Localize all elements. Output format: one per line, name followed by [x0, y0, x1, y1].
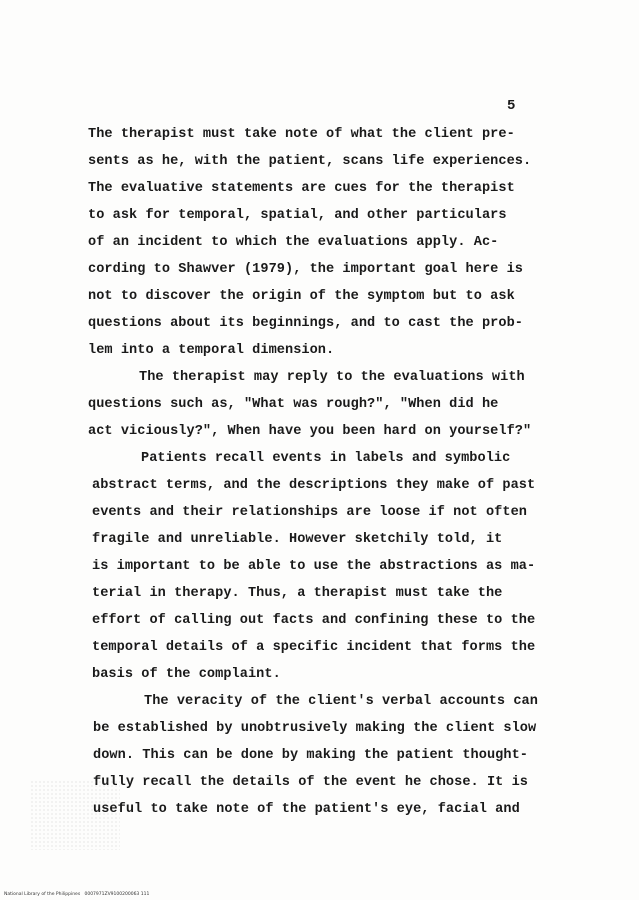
text-line: terial in therapy. Thus, a therapist must take the [92, 586, 503, 601]
text-line: fragile and unreliable. However sketchily told, it [92, 532, 503, 547]
page-number: 5 [507, 98, 516, 114]
scan-footer: National Library of the Philippines 0007971ZV9100200063 111 [4, 892, 150, 897]
text-line: effort of calling out facts and confining these to the [92, 613, 536, 628]
text-line: act viciously?", When have you been hard on yourself?" [88, 424, 532, 439]
text-line: fully recall the details of the event he chose. It is [93, 775, 529, 790]
text-line: down. This can be done by making the patient thought- [93, 748, 529, 763]
text-line: basis of the complaint. [92, 667, 281, 682]
text-line: events and their relationships are loose if not often [92, 505, 528, 520]
scan-noise [30, 780, 120, 850]
text-line: questions such as, "What was rough?", "When did he [88, 397, 499, 412]
text-line: questions about its beginnings, and to cast the prob- [88, 316, 524, 331]
text-line: abstract terms, and the descriptions they make of past [92, 478, 536, 493]
paragraph-start-line: Patients recall events in labels and symbolic [141, 451, 511, 466]
text-line: The evaluative statements are cues for the therapist [88, 181, 515, 196]
paragraph-start-line: The therapist may reply to the evaluations with [139, 370, 525, 385]
text-line: temporal details of a specific incident that forms the [92, 640, 536, 655]
text-line: not to discover the origin of the symptom but to ask [88, 289, 515, 304]
text-line: to ask for temporal, spatial, and other particulars [88, 208, 507, 223]
text-line: be established by unobtrusively making the client slow [93, 721, 537, 736]
text-line: sents as he, with the patient, scans life experiences. [88, 154, 532, 169]
text-line: is important to be able to use the abstractions as ma- [92, 559, 536, 574]
text-line: useful to take note of the patient's eye, facial and [93, 802, 520, 817]
paragraph-start-line: The veracity of the client's verbal accounts can [144, 694, 538, 709]
text-line: cording to Shawver (1979), the important goal here is [88, 262, 524, 277]
text-line: The therapist must take note of what the client pre- [88, 127, 515, 142]
text-line: of an incident to which the evaluations apply. Ac- [88, 235, 499, 250]
text-line: lem into a temporal dimension. [88, 343, 335, 358]
